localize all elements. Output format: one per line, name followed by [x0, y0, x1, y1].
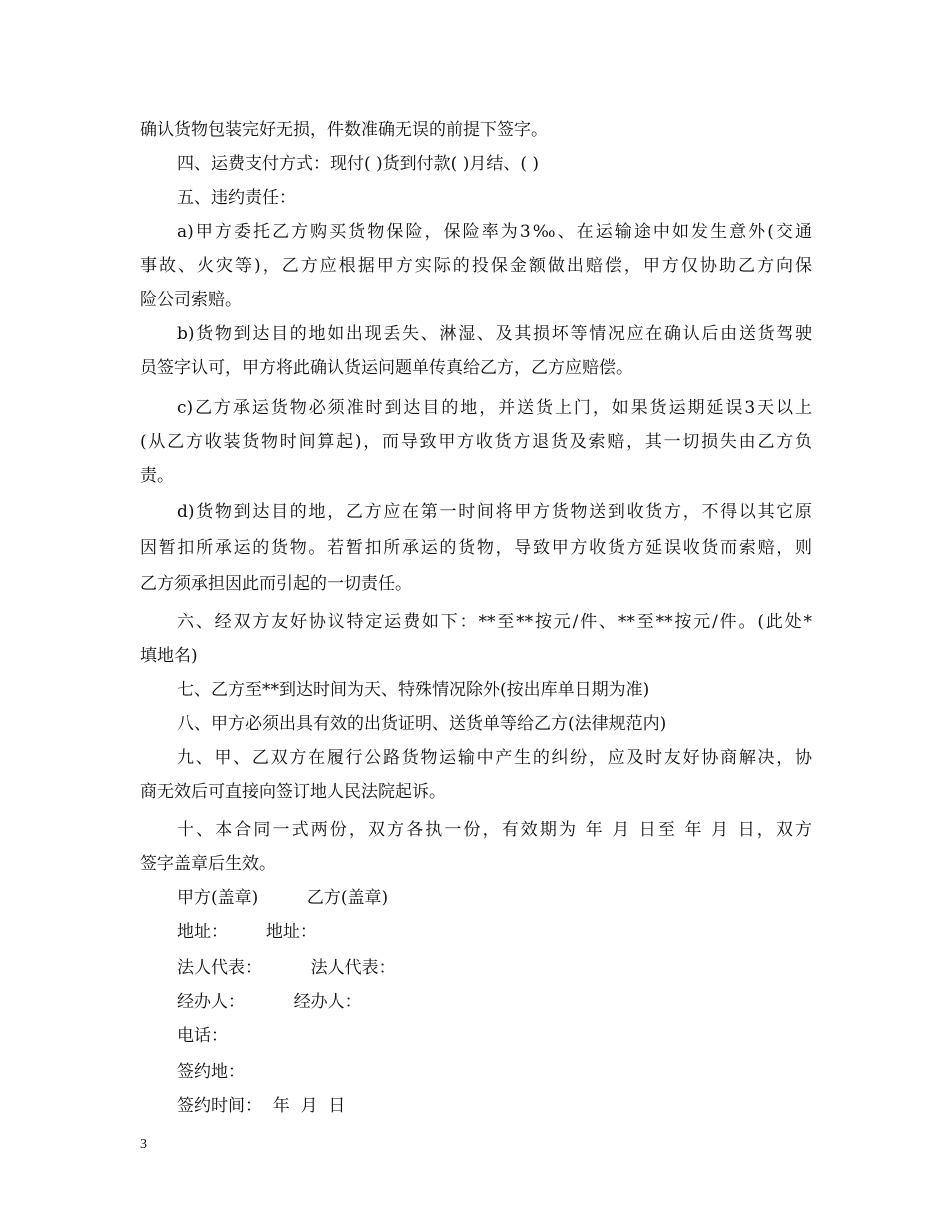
text-line-6: 险公司索赔。: [140, 290, 242, 310]
text-line-20: 商无效后可直接向签订地人民法院起诉。: [140, 782, 446, 802]
text-line-1: 确认货物包装完好无损，件数准确无误的前提下签字。: [140, 120, 548, 140]
text-line-12: d)货物到达目的地，乙方应在第一时间将甲方货物送到收货方，不得以其它原: [177, 502, 812, 522]
text-line-2: 四、运费支付方式：现付( )货到付款( )月结、( ): [177, 154, 540, 174]
text-line-14: 乙方须承担因此而引起的一切责任。: [140, 574, 412, 594]
text-line-18: 八、甲方必须出具有效的出货证明、送货单等给乙方(法律规范内): [177, 714, 667, 734]
text-line-10: (从乙方收装货物时间算起)，而导致甲方收货方退货及索赔，其一切损失由乙方负: [140, 432, 812, 452]
text-line-21: 十、本合同一式两份，双方各执一份，有效期为 年 月 日至 年 月 日，双方: [177, 820, 812, 840]
page-number: 3: [140, 1137, 147, 1152]
signing-place-label: 签约地：: [177, 1062, 245, 1082]
signing-date-label: 签约时间： 年 月 日: [177, 1096, 346, 1116]
text-line-22: 签字盖章后生效。: [140, 854, 276, 874]
text-line-19: 九、甲、乙双方在履行公路货物运输中产生的纠纷，应及时友好协商解决，协: [177, 748, 812, 768]
text-line-3: 五、违约责任：: [177, 188, 296, 208]
phone-label: 电话：: [177, 1026, 228, 1046]
text-line-11: 责。: [140, 466, 174, 486]
text-line-16: 填地名): [140, 646, 198, 666]
text-line-8: 员签字认可，甲方将此确认货运问题单传真给乙方，乙方应赔偿。: [140, 358, 633, 378]
legal-representative-labels: 法人代表： 法人代表：: [177, 958, 396, 978]
address-labels: 地址： 地址：: [177, 922, 317, 942]
text-line-17: 七、乙方至**到达时间为天、特殊情况除外(按出库单日期为准): [177, 680, 650, 700]
signature-party-labels: 甲方(盖章) 乙方(盖章): [177, 888, 389, 908]
text-line-4: a)甲方委托乙方购买货物保险，保险率为3‰、在运输途中如发生意外(交通: [177, 222, 812, 242]
text-line-7: b)货物到达目的地如出现丢失、淋湿、及其损坏等情况应在确认后由送货驾驶: [177, 324, 812, 344]
text-line-9: c)乙方承运货物必须准时到达目的地，并送货上门，如果货运期延误3天以上: [177, 398, 812, 418]
handler-labels: 经办人： 经办人：: [177, 992, 362, 1012]
text-line-13: 因暂扣所承运的货物。若暂扣所承运的货物，导致甲方收货方延误收货而索赔，则: [140, 538, 812, 558]
text-line-5: 事故、火灾等)，乙方应根据甲方实际的投保金额做出赔偿，甲方仅协助乙方向保: [140, 256, 812, 276]
text-line-15: 六、经双方友好协议特定运费如下：**至**按元/件、**至**按元/件。(此处*: [177, 612, 812, 632]
